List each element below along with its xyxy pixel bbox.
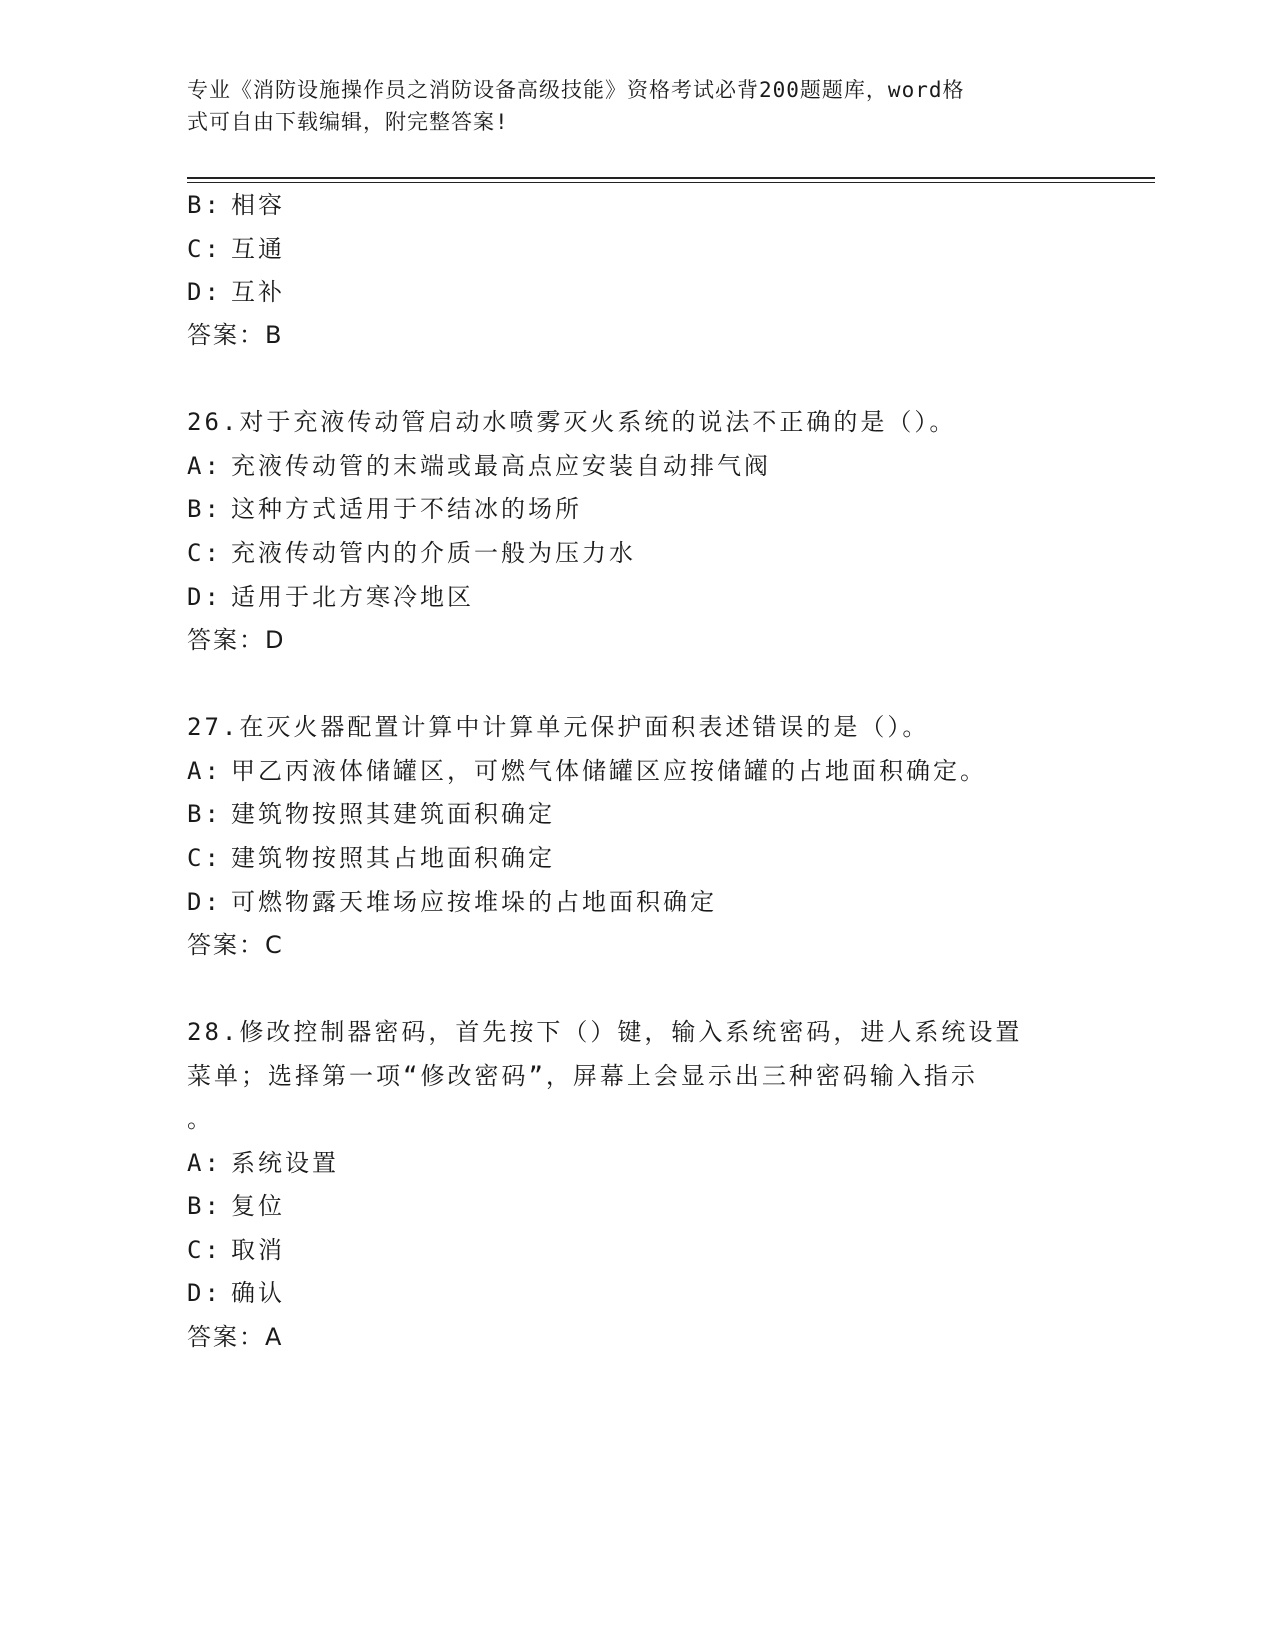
document-header xyxy=(187,74,1067,138)
question-28-option-c: C: 取消 xyxy=(187,1236,285,1264)
question-26-option-a: A: 充液传动管的末端或最高点应安装自动排气阀 xyxy=(187,452,771,480)
question-27-option-d: D: 可燃物露天堆场应按堆垛的占地面积确定 xyxy=(187,888,717,916)
question-27-option-c: C: 建筑物按照其占地面积确定 xyxy=(187,844,555,872)
question-28-option-a: A: 系统设置 xyxy=(187,1149,339,1177)
question-27-option-a: A: 甲乙丙液体储罐区，可燃气体储罐区应按储罐的占地面积确定。 xyxy=(187,757,987,785)
question-27-stem: 27.在灭火器配置计算中计算单元保护面积表述错误的是（）。 xyxy=(187,713,930,741)
question-26-option-b: B: 这种方式适用于不结冰的场所 xyxy=(187,495,582,523)
question-26-option-c: C: 充液传动管内的介质一般为压力水 xyxy=(187,539,636,567)
question-28-stem-line-1: 28.修改控制器密码，首先按下（）键，输入系统密码，进人系统设置 xyxy=(187,1018,1023,1046)
question-28-stem-line-2: 菜单；选择第一项“修改密码”，屏幕上会显示出三种密码输入指示 xyxy=(187,1062,978,1090)
question-28-option-b: B: 复位 xyxy=(187,1192,285,1220)
question-28-answer: 答案：A xyxy=(187,1323,284,1351)
header-line-1: 专业《消防设施操作员之消防设备高级技能》资格考试必背200题题库，word格 xyxy=(187,78,965,102)
answer-line: 答案：B xyxy=(187,321,284,349)
option-d: D: 互补 xyxy=(187,278,285,306)
header-rule-thin xyxy=(187,182,1155,183)
option-b: B: 相容 xyxy=(187,191,285,219)
question-27-option-b: B: 建筑物按照其建筑面积确定 xyxy=(187,800,555,828)
question-27-answer: 答案：C xyxy=(187,931,284,959)
question-26-stem: 26.对于充液传动管启动水喷雾灭火系统的说法不正确的是（）。 xyxy=(187,408,957,436)
question-28-stem-line-3: 。 xyxy=(187,1105,214,1133)
question-26-option-d: D: 适用于北方寒冷地区 xyxy=(187,583,474,611)
question-28-option-d: D: 确认 xyxy=(187,1279,285,1307)
question-26-answer: 答案：D xyxy=(187,626,286,654)
header-line-2: 式可自由下载编辑，附完整答案! xyxy=(187,110,509,134)
option-c: C: 互通 xyxy=(187,235,285,263)
header-rule-thick xyxy=(187,177,1155,179)
